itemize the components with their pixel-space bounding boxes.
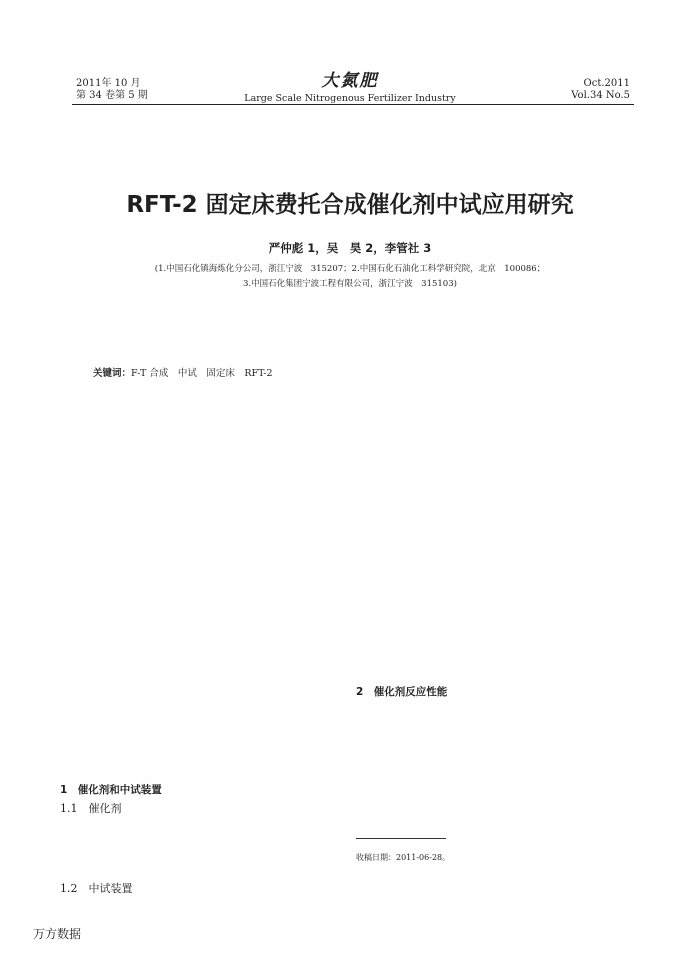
header-volume-cn: 第 34 卷第 5 期	[76, 90, 148, 101]
header-date-cn: 2011年 10 月	[76, 78, 141, 89]
article-affiliations	[0, 262, 700, 292]
article-title: RFT-2 固定床费托合成催化剂中试应用研究	[126, 192, 574, 218]
keywords-label: 关键词：	[93, 368, 132, 379]
footnote	[356, 850, 626, 866]
footnote-rule	[356, 838, 446, 839]
journal-header	[0, 0, 700, 112]
database-watermark: 万方数据	[33, 927, 82, 941]
section-heading-1: 1 催化剂和中试装置	[60, 784, 162, 796]
article-authors: 严仲彪 1，吴 昊 2，李管社 3	[268, 241, 432, 255]
section-heading-1-2: 1.2 中试装置	[60, 882, 133, 895]
section-heading-1-1: 1.1 催化剂	[60, 802, 122, 815]
affiliation-line: (1.中国石化镇海炼化分公司，浙江宁波 315207；2.中国石化石油化工科学研究院，北京 100086；	[154, 264, 546, 274]
footnote-received: 收稿日期：2011-06-28。	[356, 853, 451, 862]
affiliation-line: 3.中国石化集团宁波工程有限公司，浙江宁波 315103)	[243, 279, 457, 289]
header-date-en: Oct.2011	[583, 78, 630, 89]
journal-english-title: Large Scale Nitrogenous Fertilizer Industry	[244, 93, 456, 104]
journal-logo: 大氮肥	[321, 71, 379, 91]
keywords-text: F-T 合成 中试 固定床 RFT-2	[131, 368, 273, 379]
section-heading-2: 2 催化剂反应性能	[356, 686, 448, 698]
header-volume-en: Vol.34 No.5	[571, 90, 630, 101]
header-rule	[72, 104, 634, 105]
header-right	[571, 78, 630, 102]
keywords	[93, 365, 273, 379]
